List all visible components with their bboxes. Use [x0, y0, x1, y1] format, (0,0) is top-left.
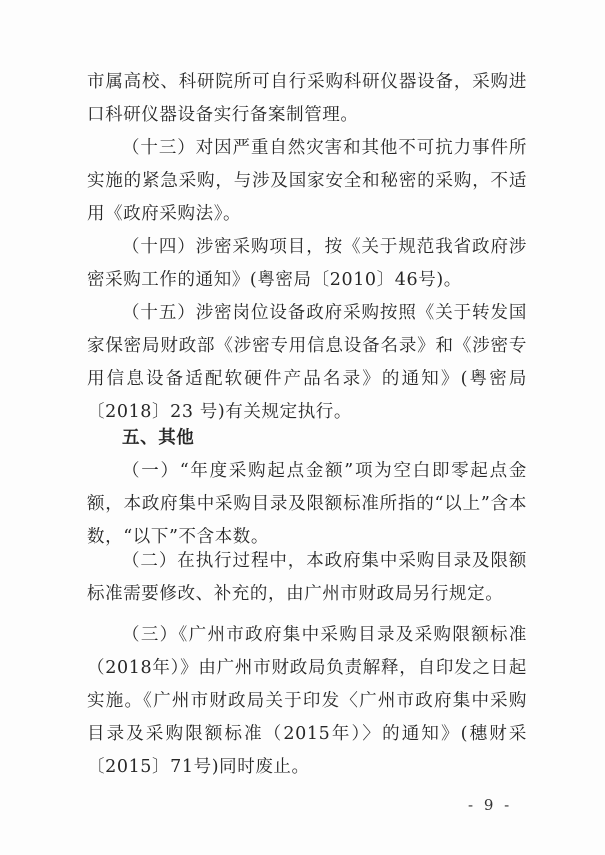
paragraph-starting-amount: （一）“年度采购起点金额”项为空白即零起点金额，本政府集中采购目录及限额标准所指的“以上”含本数，“以下”不含本数。	[87, 461, 527, 547]
page-number: - 9 -	[468, 796, 513, 814]
paragraph-classified-projects: （十四）涉密采购项目，按《关于规范我省政府涉密采购工作的通知》(粤密局〔2010〕46号)。	[87, 237, 527, 290]
paragraph-research-equipment: 市属高校、科研院所可自行采购科研仪器设备，采购进口科研仪器设备实行备案制管理。	[87, 72, 527, 125]
section-heading-other: 五、其他	[122, 428, 195, 448]
paragraph-effective-date: （三）《广州市政府集中采购目录及采购限额标准（2018年）》由广州市财政局负责解释，自印发之日起实施。《广州市财政局关于印发〈广州市政府集中采购目录及采购限额标准（2015年）〉的通知》(穗财采〔2015〕71号)同时废止。	[87, 625, 527, 777]
paragraph-classified-equipment: （十五）涉密岗位设备政府采购按照《关于转发国家保密局财政部《涉密专用信息设备名录》和《涉密专用信息设备适配软硬件产品名录》的通知》(粤密局〔2018〕23 号)有关规定执行。	[87, 303, 527, 422]
paragraph-emergency-procurement: （十三）对因严重自然灾害和其他不可抗力事件所实施的紧急采购，与涉及国家安全和秘密的采购，不适用《政府采购法》。	[87, 138, 527, 224]
paragraph-modifications: （二）在执行过程中，本政府集中采购目录及限额标准需要修改、补充的，由广州市财政局另行规定。	[87, 551, 527, 604]
